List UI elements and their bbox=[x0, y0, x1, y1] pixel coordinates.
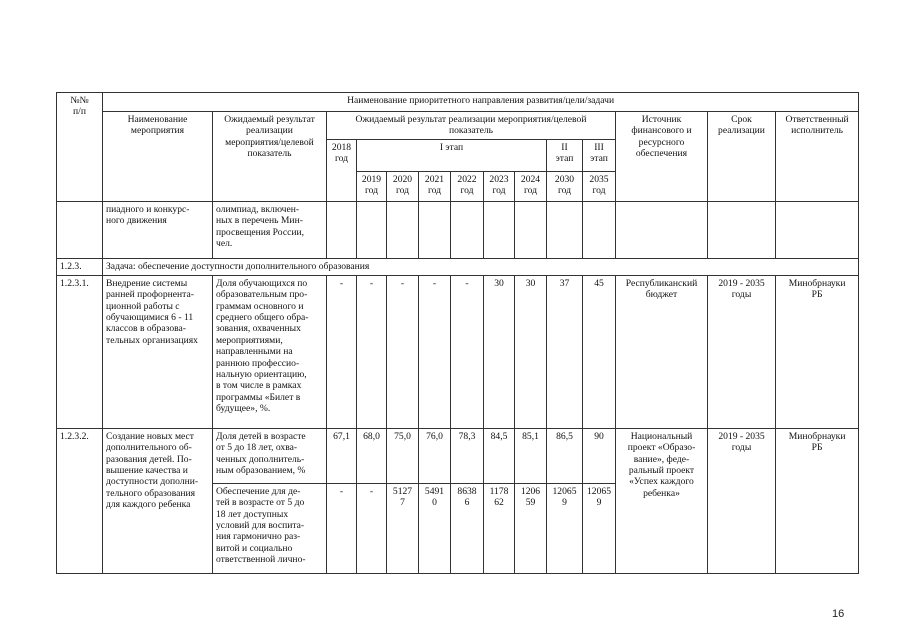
row-indicator: Доля обучающихся по образовательным про- граммам основного и среднего общего обра- зования, охваченных мероприятиями, направленными на раннюю профессио- нальную ориентацию, в том числе в рамках программы «Билет в будущее», %. bbox=[213, 275, 327, 428]
value-cell: 30 bbox=[515, 275, 547, 428]
value-cell: 75,0 bbox=[387, 428, 419, 483]
value-cell: 68,0 bbox=[357, 428, 387, 483]
header-stage-2: II этап bbox=[547, 139, 583, 171]
value-cell bbox=[387, 201, 419, 258]
header-year: 2020 год bbox=[387, 171, 419, 201]
row-num: 1.2.3.2. bbox=[57, 428, 103, 573]
value-cell: - bbox=[327, 483, 357, 573]
table-row bbox=[57, 275, 859, 428]
resp-cell: Минобрнауки РБ bbox=[776, 428, 859, 573]
value-cell: 78,3 bbox=[451, 428, 484, 483]
source-cell bbox=[616, 201, 708, 258]
header-year: 2024 год bbox=[515, 171, 547, 201]
value-cell: 90 bbox=[583, 428, 616, 483]
value-cell bbox=[484, 201, 515, 258]
header-year: 2023 год bbox=[484, 171, 515, 201]
value-cell bbox=[357, 201, 387, 258]
header-col-source: Источник финансового и ресурсного обеспечения bbox=[616, 112, 708, 202]
value-cell: - bbox=[357, 275, 387, 428]
row-indicator: Обеспечение для де- тей в возрасте от 5 до 18 лет доступных условий для воспита- ния гармонично раз- витой и социально ответственной лично- bbox=[213, 483, 327, 573]
page-number: 16 bbox=[832, 608, 845, 620]
row-name: Внедрение системы ранней профорнента- ционной работы с обучающимися 6 - 11 классов в образова- тельных организациях bbox=[103, 275, 213, 428]
value-cell: 5491 0 bbox=[419, 483, 451, 573]
value-cell bbox=[419, 201, 451, 258]
value-cell: 45 bbox=[583, 275, 616, 428]
header-year: 2035 год bbox=[583, 171, 616, 201]
header-col-resp: Ответственный исполнитель bbox=[776, 112, 859, 202]
table-row bbox=[57, 258, 859, 275]
value-cell bbox=[515, 201, 547, 258]
header-year: 2019 год bbox=[357, 171, 387, 201]
value-cell bbox=[547, 201, 583, 258]
table-row bbox=[57, 201, 859, 258]
value-cell: 37 bbox=[547, 275, 583, 428]
task-num: 1.2.3. bbox=[57, 258, 103, 275]
value-cell: 1178 62 bbox=[484, 483, 515, 573]
header-num: №№ п/п bbox=[57, 93, 103, 202]
header-main-title: Наименование приоритетного направления развития/цели/задачи bbox=[103, 93, 859, 112]
header-year-2018: 2018 год bbox=[327, 139, 357, 201]
term-cell: 2019 - 2035 годы bbox=[708, 428, 776, 573]
header-col-name: Наименование мероприятия bbox=[103, 112, 213, 202]
cont-row-name: пиадного и конкурс- ного движения bbox=[103, 201, 213, 258]
value-cell: 67,1 bbox=[327, 428, 357, 483]
measures-table bbox=[56, 92, 859, 574]
term-cell bbox=[708, 201, 776, 258]
value-cell: 30 bbox=[484, 275, 515, 428]
value-cell: 86,5 bbox=[547, 428, 583, 483]
value-cell bbox=[451, 201, 484, 258]
term-cell: 2019 - 2035 годы bbox=[708, 275, 776, 428]
header-stage-1: I этап bbox=[357, 139, 547, 171]
value-cell: - bbox=[419, 275, 451, 428]
header-stage-3: III этап bbox=[583, 139, 616, 171]
value-cell: - bbox=[387, 275, 419, 428]
header-col-expected-group: Ожидаемый результат реализации мероприятия/целевой показатель bbox=[327, 112, 616, 140]
value-cell: 85,1 bbox=[515, 428, 547, 483]
resp-cell bbox=[776, 201, 859, 258]
header-year: 2030 год bbox=[547, 171, 583, 201]
value-cell: 76,0 bbox=[419, 428, 451, 483]
row-num: 1.2.3.1. bbox=[57, 275, 103, 428]
resp-cell: Минобрнауки РБ bbox=[776, 275, 859, 428]
value-cell: - bbox=[327, 275, 357, 428]
row-indicator: Доля детей в возрасте от 5 до 18 лет, охва- ченных дополнитель- ным образованием, % bbox=[213, 428, 327, 483]
value-cell: 8638 6 bbox=[451, 483, 484, 573]
header-col-term: Срок реализации bbox=[708, 112, 776, 202]
table-row bbox=[57, 428, 859, 483]
header-year: 2021 год bbox=[419, 171, 451, 201]
source-cell: Республиканский бюджет bbox=[616, 275, 708, 428]
header-year: 2022 год bbox=[451, 171, 484, 201]
value-cell: 1206 59 bbox=[515, 483, 547, 573]
value-cell bbox=[327, 201, 357, 258]
value-cell: 12065 9 bbox=[547, 483, 583, 573]
value-cell: 12065 9 bbox=[583, 483, 616, 573]
source-cell: Национальный проект «Образо- вание», феде- ральный проект «Успех каждого ребенка» bbox=[616, 428, 708, 573]
row-num-empty bbox=[57, 201, 103, 258]
row-name: Создание новых мест дополнительного об- разования детей. По- вышение качества и доступности дополни- тельного образования для каждого ребенка bbox=[103, 428, 213, 573]
value-cell bbox=[583, 201, 616, 258]
cont-row-indicator: олимпиад, включен- ных в перечень Мин- просвещения России, чел. bbox=[213, 201, 327, 258]
value-cell: 5127 7 bbox=[387, 483, 419, 573]
value-cell: - bbox=[451, 275, 484, 428]
task-text: Задача: обеспечение доступности дополнительного образования bbox=[103, 258, 859, 275]
value-cell: - bbox=[357, 483, 387, 573]
value-cell: 84,5 bbox=[484, 428, 515, 483]
header-col-expected: Ожидаемый результат реализации мероприятия/целевой показатель bbox=[213, 112, 327, 202]
